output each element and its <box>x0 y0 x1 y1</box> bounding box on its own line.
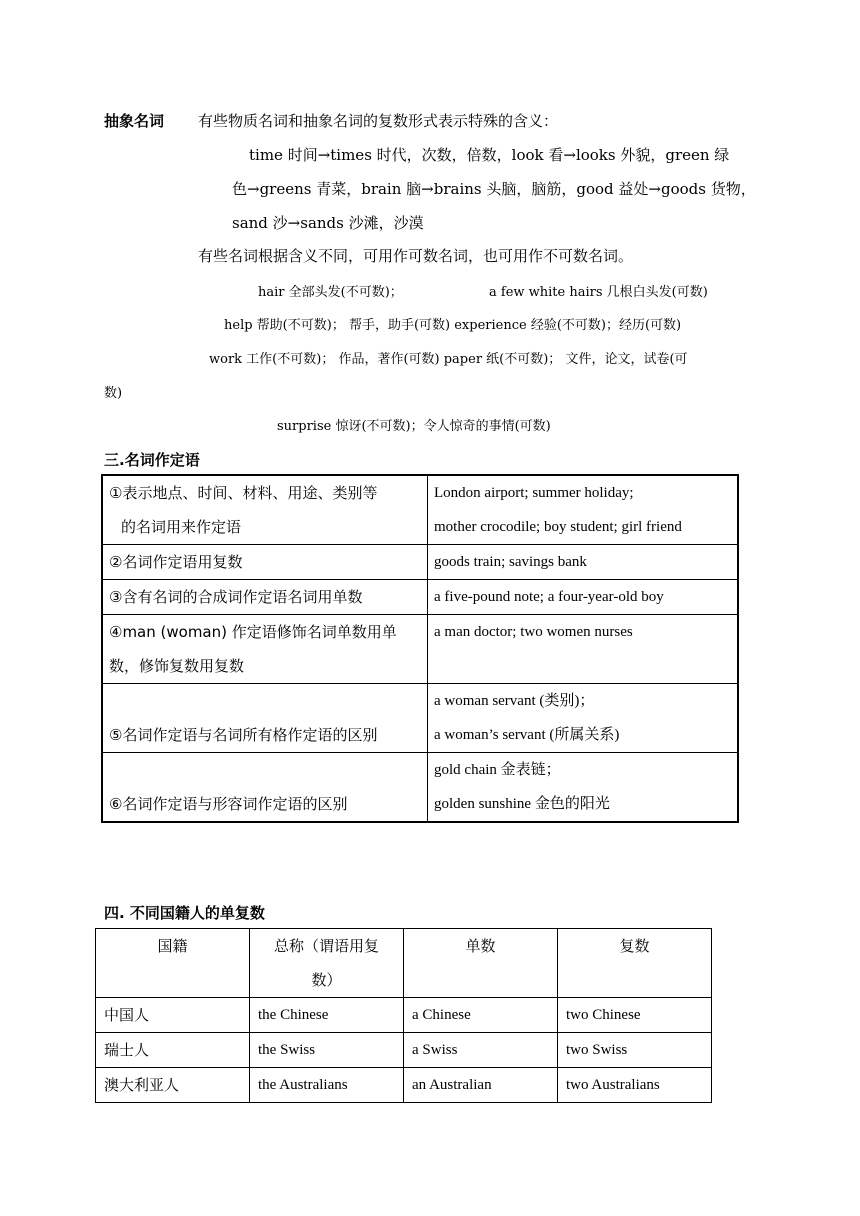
table-row <box>102 580 738 615</box>
example-hairs: a few white hairs 几根白头发(可数) <box>489 285 708 300</box>
example-line-2: 色→greens 青菜，brain 脑→brains 头脑，脑筋，good 益处→goods 货物， <box>232 180 756 198</box>
table-row <box>96 1068 712 1103</box>
table-row <box>96 998 712 1033</box>
section-3-heading: 三.名词作定语 <box>104 451 200 469</box>
example-surprise: surprise 惊讶(不可数)；令人惊奇的事情(可数) <box>277 419 551 434</box>
singular-cell: an Australian <box>404 1068 558 1103</box>
example-text: London airport; summer holiday; <box>434 485 634 501</box>
example-text: a woman servant (类别)； <box>434 693 595 709</box>
example-help: help 帮助(不可数)； 帮手，助手(可数) experience 经验(不可数)；经历(可数) <box>224 318 682 333</box>
example-hair: hair 全部头发(不可数)； <box>258 285 403 300</box>
table-row <box>96 1033 712 1068</box>
header-plural: 复数 <box>558 929 712 998</box>
rule-text: ①表示地点、时间、材料、用途、类别等 <box>109 484 378 502</box>
singular-cell: a Chinese <box>404 998 558 1033</box>
rule-text: ②名词作定语用复数 <box>109 553 243 571</box>
example-line-3: sand 沙→sands 沙滩，沙漠 <box>232 214 424 232</box>
rule-cell <box>102 580 428 615</box>
rule-text: 的名词用来作定语 <box>121 518 242 536</box>
example-work-cont: 数) <box>104 386 123 401</box>
example-text: a man doctor; two women nurses <box>434 624 633 640</box>
example-text: mother crocodile; boy student; girl friend <box>434 519 682 535</box>
example-text: a woman’s servant (所属关系) <box>434 727 620 743</box>
example-cell <box>428 684 739 753</box>
example-text: golden sunshine 金色的阳光 <box>434 796 610 812</box>
example-text: a five-pound note; a four-year-old boy <box>434 589 664 605</box>
plural-cell: two Chinese <box>558 998 712 1033</box>
header-nationality: 国籍 <box>96 929 250 998</box>
rule-text: 数，修饰复数用复数 <box>109 657 245 675</box>
header-singular: 单数 <box>404 929 558 998</box>
table-row <box>102 545 738 580</box>
intro-text: 有些物质名词和抽象名词的复数形式表示特殊的含义： <box>198 112 559 130</box>
example-text: gold chain 金表链； <box>434 762 561 778</box>
example-cell <box>428 475 739 545</box>
rule-cell <box>102 684 428 753</box>
collective-cell: the Australians <box>250 1068 404 1103</box>
rule-cell <box>102 475 428 545</box>
rule-text: ③含有名词的合成词作定语名词用单数 <box>109 588 363 606</box>
nationality-cell: 中国人 <box>96 998 250 1033</box>
example-cell <box>428 545 739 580</box>
rule-cell <box>102 545 428 580</box>
table-row <box>102 753 738 823</box>
example-cell <box>428 580 739 615</box>
collective-cell: the Swiss <box>250 1033 404 1068</box>
table-row <box>102 615 738 684</box>
example-line-1: time 时间→times 时代，次数，倍数，look 看→looks 外貌，green 绿 <box>249 146 730 164</box>
section-4-heading: 四. 不同国籍人的单复数 <box>104 904 265 922</box>
rule-text: ⑥名词作定语与形容词作定语的区别 <box>109 795 348 813</box>
nationality-cell: 瑞士人 <box>96 1033 250 1068</box>
noun-attribute-table <box>101 474 739 823</box>
plural-cell: two Australians <box>558 1068 712 1103</box>
example-work: work 工作(不可数)； 作品，著作(可数) paper 纸(不可数)； 文件，论文，试卷(可 <box>209 352 688 367</box>
singular-cell: a Swiss <box>404 1033 558 1068</box>
section-label: 抽象名词 <box>104 112 165 130</box>
nationality-cell: 澳大利亚人 <box>96 1068 250 1103</box>
table-row <box>102 475 738 545</box>
rule-cell <box>102 615 428 684</box>
header-collective: 总称（谓语用复 数） <box>250 929 404 998</box>
example-cell <box>428 753 739 823</box>
rule-cell <box>102 753 428 823</box>
intro-text-2: 有些名词根据含义不同，可用作可数名词，也可用作不可数名词。 <box>198 247 634 265</box>
example-text: goods train; savings bank <box>434 554 587 570</box>
plural-cell: two Swiss <box>558 1033 712 1068</box>
rule-text: ⑤名词作定语与名词所有格作定语的区别 <box>109 726 378 744</box>
collective-cell: the Chinese <box>250 998 404 1033</box>
rule-text: ④man (woman) 作定语修饰名词单数用单 <box>109 623 397 641</box>
nationality-table <box>95 928 712 1103</box>
example-cell <box>428 615 739 684</box>
table-header-row <box>96 929 712 998</box>
table-row <box>102 684 738 753</box>
